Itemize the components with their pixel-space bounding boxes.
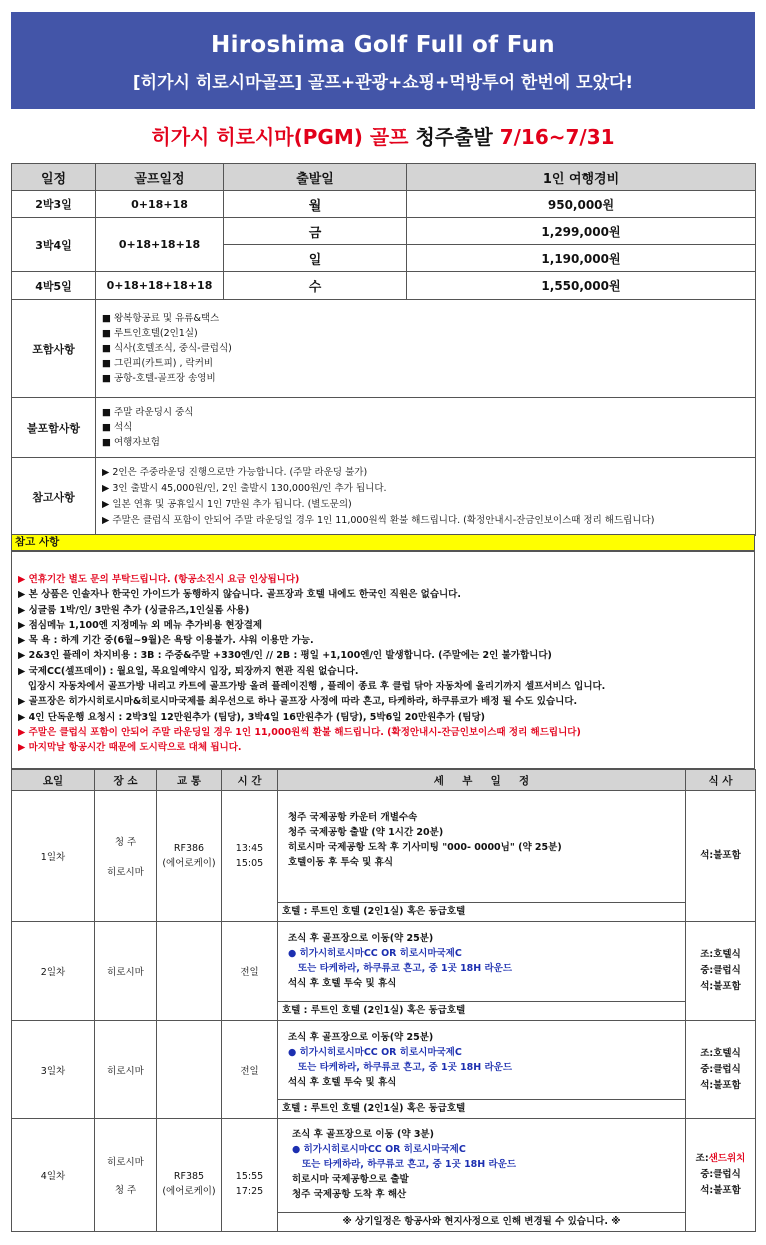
plan-line: 히로시마 국제공항 도착 후 기사미팅 "000- 0000님" (약 25분) xyxy=(288,842,562,853)
day-cell: 3일차 xyxy=(12,1021,95,1119)
time-line: 13:45 xyxy=(235,843,264,854)
meal-line: 석:불포함 xyxy=(700,1185,741,1196)
meal-cell xyxy=(686,1021,756,1119)
list-item: ▶ 3인 출발시 45,000원/인, 2인 출발시 130,000원/인 추가 됩니다. xyxy=(102,482,387,494)
reference-row xyxy=(12,458,756,536)
note-item: 입장시 자동차에서 골프가방 내리고 카트에 골프가방 올려 플레이진행 , 플레이 종료 후 클럽 닦아 자동차에 올리기까지 셀프서비스 입니다. xyxy=(18,681,606,693)
departure-cell: 금 xyxy=(224,218,407,245)
golf-course-line: 또는 타케하라, 하쿠류코 흔고, 중 1곳 18H 라운드 xyxy=(292,1159,517,1170)
plan-cell xyxy=(278,791,686,922)
plan-cell xyxy=(278,1119,686,1232)
plan-line: 조식 후 골프장으로 이동(약 25분) xyxy=(288,933,434,944)
plan-line: 석식 후 호텔 투숙 및 휴식 xyxy=(288,978,397,989)
golf-course-line: ● 히가시히로시마CC OR 히로시마국제C xyxy=(288,1047,462,1058)
time-line: 15:05 xyxy=(235,858,264,869)
time-line: 17:25 xyxy=(235,1186,264,1197)
meal-line: 중:클럽식 xyxy=(700,965,741,976)
time-cell xyxy=(222,1119,278,1232)
excluded-row xyxy=(12,398,756,458)
flight-number: RF385 xyxy=(173,1171,205,1182)
place-line: 히로시마 xyxy=(107,867,144,878)
table-row xyxy=(12,218,756,245)
day-cell: 4일차 xyxy=(12,1119,95,1232)
cost-cell: 950,000원 xyxy=(407,191,756,218)
header-place: 장 소 xyxy=(95,770,157,791)
reference-label: 참고사항 xyxy=(12,458,96,536)
schedule-header-row xyxy=(12,770,756,791)
table-row xyxy=(12,1119,756,1232)
header-day: 요일 xyxy=(12,770,95,791)
top-banner xyxy=(11,12,755,109)
header-meal: 식 사 xyxy=(686,770,756,791)
table-row xyxy=(12,1021,756,1119)
notes-box xyxy=(11,551,755,769)
note-item: ▶ 골프장은 히가시히로시마&히로시마국제를 최우선으로 하나 골프장 사정에 따라 흔고, 타케하라, 하쿠류코가 배정 될 수도 있습니다. xyxy=(18,696,578,708)
meal-line: 조:호텔식 xyxy=(700,949,741,960)
header-departure: 출발일 xyxy=(224,164,407,191)
plan-line: 청주 국제공항 도착 후 해산 xyxy=(292,1189,407,1200)
time-cell xyxy=(222,791,278,922)
departure-cell: 일 xyxy=(224,245,407,272)
banner-title: Hiroshima Golf Full of Fun xyxy=(211,32,555,58)
reference-list xyxy=(96,458,756,536)
schedule-cell: 4박5일 xyxy=(12,272,96,300)
headline-departure: 청주출발 xyxy=(415,125,500,149)
note-item: ▶ 주말은 클럽식 포함이 안되어 주말 라운딩일 경우 1인 11,000원씩 환불 해드립니다. (확정안내시-잔금인보이스때 정리 해드립니다) xyxy=(18,726,581,738)
airline: (에어로케이) xyxy=(162,1186,216,1197)
headline-product: 히가시 히로시마(PGM) 골프 xyxy=(151,125,416,149)
time-cell: 전일 xyxy=(222,922,278,1021)
day-cell: 2일차 xyxy=(12,922,95,1021)
product-headline xyxy=(0,121,766,150)
departure-cell: 수 xyxy=(224,272,407,300)
cost-cell: 1,550,000원 xyxy=(407,272,756,300)
plan-line: 조식 후 골프장으로 이동(약 25분) xyxy=(288,1032,434,1043)
included-row xyxy=(12,300,756,398)
list-item: ■ 주말 라운딩시 중식 xyxy=(102,407,194,418)
list-item: ■ 석식 xyxy=(102,422,133,433)
airline: (에어로케이) xyxy=(162,858,216,869)
plan-line: 석식 후 호텔 투숙 및 휴식 xyxy=(288,1077,397,1088)
list-item: ▶ 2인은 주중라운딩 진행으로만 가능합니다. (주말 라운딩 불가) xyxy=(102,466,368,478)
golf-course-line: 또는 타케하라, 하쿠류코 흔고, 중 1곳 18H 라운드 xyxy=(288,1062,513,1073)
table-row xyxy=(12,922,756,1021)
header-cost: 1인 여행경비 xyxy=(407,164,756,191)
note-item: ▶ 마지막날 항공시간 때문에 도시락으로 대체 됩니다. xyxy=(18,742,242,754)
note-item: ▶ 싱글룸 1박/인/ 3만원 추가 (싱글유즈,1인실롬 사용) xyxy=(18,604,250,616)
plan-line: 청주 국제공항 카운터 개별수속 xyxy=(288,812,418,823)
golf-cell: 0+18+18+18+18 xyxy=(96,272,224,300)
cost-cell: 1,299,000원 xyxy=(407,218,756,245)
golf-cell: 0+18+18 xyxy=(96,191,224,218)
notes-title: 참고 사항 xyxy=(11,534,755,551)
meal-cell: 석:불포함 xyxy=(686,791,756,922)
golf-cell: 0+18+18+18 xyxy=(96,218,224,272)
note-item: ▶ 국제CC(셀프데이) : 월요일, 목요일예약시 입장, 퇴장까지 현관 직원 없습니다. xyxy=(18,665,359,677)
transport-cell xyxy=(157,1021,222,1119)
flight-number: RF386 xyxy=(173,843,205,854)
plan-body xyxy=(278,922,685,1001)
meal-line xyxy=(686,1151,755,1167)
place-line: 청 주 xyxy=(114,837,137,848)
note-item: ▶ 4인 단독운행 요청시 : 2박3일 12만원추가 (팀당), 3박4일 16만원추가 (팀당), 5박6일 20만원추가 (팀당) xyxy=(18,711,485,723)
golf-course-line: ● 히가시히로시마CC OR 히로시마국제C xyxy=(292,1144,466,1155)
time-line: 15:55 xyxy=(235,1171,264,1182)
included-list xyxy=(96,300,756,398)
plan-cell xyxy=(278,922,686,1021)
meal-cell xyxy=(686,922,756,1021)
schedule-footnote: ※ 상기일정은 항공사와 현지사정으로 인해 변경될 수 있습니다. ※ xyxy=(278,1212,685,1231)
meal-line: 중:클럽식 xyxy=(700,1063,741,1075)
plan-body xyxy=(278,1119,685,1212)
place-cell xyxy=(95,1119,157,1232)
list-item: ■ 왕복항공료 및 유류&택스 xyxy=(102,313,220,324)
transport-cell xyxy=(157,922,222,1021)
meal-sandwich: 샌드위치 xyxy=(708,1153,746,1164)
plan-line: 조식 후 골프장으로 이동 (약 3분) xyxy=(292,1129,434,1140)
meal-cell xyxy=(686,1119,756,1232)
schedule-table xyxy=(11,769,756,1232)
cost-cell: 1,190,000원 xyxy=(407,245,756,272)
list-item: ■ 그린피(카트피) , 락커비 xyxy=(102,358,214,369)
meal-line: 석:불포함 xyxy=(700,981,741,992)
place-line: 청 주 xyxy=(114,1185,137,1196)
note-item: ▶ 본 상품은 인솔자나 한국인 가이드가 동행하지 않습니다. 골프장과 호텔 내에도 한국인 직원은 없습니다. xyxy=(18,589,461,601)
plan-body xyxy=(278,791,685,902)
note-item: ▶ 연휴기간 별도 문의 부탁드립니다. (항공소진시 요금 인상됩니다) xyxy=(18,574,300,585)
schedule-cell: 3박4일 xyxy=(12,218,96,272)
header-transport: 교 통 xyxy=(157,770,222,791)
header-golf: 골프일정 xyxy=(96,164,224,191)
hotel-line: 호텔 : 루트인 호텔 (2인1실) 혹은 동급호텔 xyxy=(278,1099,685,1118)
hotel-line: 호텔 : 루트인 호텔 (2인1실) 혹은 동급호텔 xyxy=(278,1001,685,1020)
note-item: ▶ 2&3인 플레이 차지비용 : 3B : 주중&주말 +330엔/인 // 2B : 평일 +1,100엔/인 발생합니다. (주말에는 2인 불가합니다) xyxy=(18,650,552,662)
excluded-list xyxy=(96,398,756,458)
hotel-line: 호텔 : 루트인 호텔 (2인1실) 혹은 동급호텔 xyxy=(278,902,685,921)
price-header-row xyxy=(12,164,756,191)
meal-line: 조:호텔식 xyxy=(700,1047,741,1059)
schedule-cell: 2박3일 xyxy=(12,191,96,218)
meal-prefix: 조: xyxy=(695,1153,709,1164)
note-item: ▶ 점심메뉴 1,100엔 지정메뉴 외 메뉴 추가비용 현장결제 xyxy=(18,619,263,631)
header-time: 시 간 xyxy=(222,770,278,791)
list-item: ■ 공항-호텔-골프장 송영비 xyxy=(102,373,216,384)
meal-line: 중:클럽식 xyxy=(700,1169,741,1180)
header-schedule: 일정 xyxy=(12,164,96,191)
table-row xyxy=(12,191,756,218)
note-item: ▶ 목 욕 : 하계 기간 중(6월~9월)은 욕탕 이용불가. 샤워 이용만 가능. xyxy=(18,635,314,647)
time-cell: 전일 xyxy=(222,1021,278,1119)
plan-cell xyxy=(278,1021,686,1119)
plan-line: 청주 국제공항 출발 (약 1시간 20분) xyxy=(288,827,444,838)
plan-line: 호텔이동 후 투숙 및 휴식 xyxy=(288,857,393,868)
departure-cell: 월 xyxy=(224,191,407,218)
place-cell xyxy=(95,791,157,922)
table-row xyxy=(12,791,756,922)
golf-course-line: ● 히가시히로시마CC OR 히로시마국제C xyxy=(288,948,462,959)
meal-line: 석:불포함 xyxy=(700,1079,741,1091)
golf-course-line: 또는 타케하라, 하쿠류코 흔고, 중 1곳 18H 라운드 xyxy=(288,963,513,974)
transport-cell xyxy=(157,791,222,922)
transport-cell xyxy=(157,1119,222,1232)
header-detail: 세 부 일 정 xyxy=(278,770,686,791)
included-label: 포함사항 xyxy=(12,300,96,398)
list-item: ■ 식사(호텔조식, 중식-클럽식) xyxy=(102,343,232,354)
table-row xyxy=(12,272,756,300)
list-item: ▶ 일본 연휴 및 공휴일시 1인 7만원 추가 됩니다. (별도문의) xyxy=(102,498,352,510)
place-line: 히로시마 xyxy=(107,1157,144,1168)
price-table xyxy=(11,163,756,536)
plan-line: 히로시마 국제공항으로 출발 xyxy=(292,1174,409,1185)
list-item: ■ 여행자보험 xyxy=(102,437,160,448)
headline-dates: 7/16~7/31 xyxy=(499,125,615,149)
excluded-label: 불포함사항 xyxy=(12,398,96,458)
banner-subtitle: [히가시 히로시마골프] 골프+관광+쇼핑+먹방투어 한번에 모았다! xyxy=(132,73,634,93)
place-cell: 히로시마 xyxy=(95,1021,157,1119)
list-item: ■ 루트인호텔(2인1실) xyxy=(102,328,198,339)
plan-body xyxy=(278,1021,685,1099)
place-cell: 히로시마 xyxy=(95,922,157,1021)
list-item: ▶ 주말은 클럽식 포함이 안되어 주말 라운딩일 경우 1인 11,000원씩 환불 해드립니다. (확정안내시-잔금인보이스때 정리 해드립니다) xyxy=(102,514,655,526)
day-cell: 1일차 xyxy=(12,791,95,922)
